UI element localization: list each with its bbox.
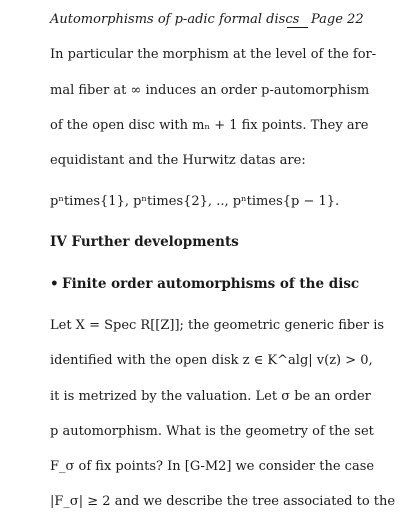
bullet-heading xyxy=(50,276,365,292)
header-rule xyxy=(287,27,308,28)
paragraph-line: F_σ of fix points? In [G-M2] we consider the case xyxy=(50,459,375,474)
body-line: equidistant and the Hurwitz datas are: xyxy=(50,153,306,168)
page-number: Page 22 xyxy=(311,12,364,27)
paragraph-line: |F_σ| ≥ 2 and we describe the tree associated to the xyxy=(50,494,396,509)
hurwitz-data-line: pⁿtimes{1}, pⁿtimes{2}, .., pⁿtimes{p − 1}. xyxy=(50,194,340,209)
paragraph-line: identified with the open disk z ∈ K^alg| v(z) > 0, xyxy=(50,353,373,368)
section-heading: IV Further developments xyxy=(50,234,239,250)
body-line: In particular the morphism at the level of the for- xyxy=(50,47,377,62)
paragraph-line: Let X = Spec R[[Z]]; the geometric generic fiber is xyxy=(50,318,385,333)
body-line: of the open disc with mₙ + 1 fix points. They are xyxy=(50,118,369,133)
running-header-title: Automorphisms of p-adic formal discs xyxy=(50,12,300,27)
body-line: mal fiber at ∞ induces an order p-automorphism xyxy=(50,83,370,98)
bullet-heading-text: Finite order automorphisms of the disc xyxy=(62,276,360,292)
bullet-icon: • xyxy=(50,276,59,292)
paragraph-line: p automorphism. What is the geometry of the set xyxy=(50,424,374,439)
paragraph-line: it is metrized by the valuation. Let σ be an order xyxy=(50,389,371,404)
